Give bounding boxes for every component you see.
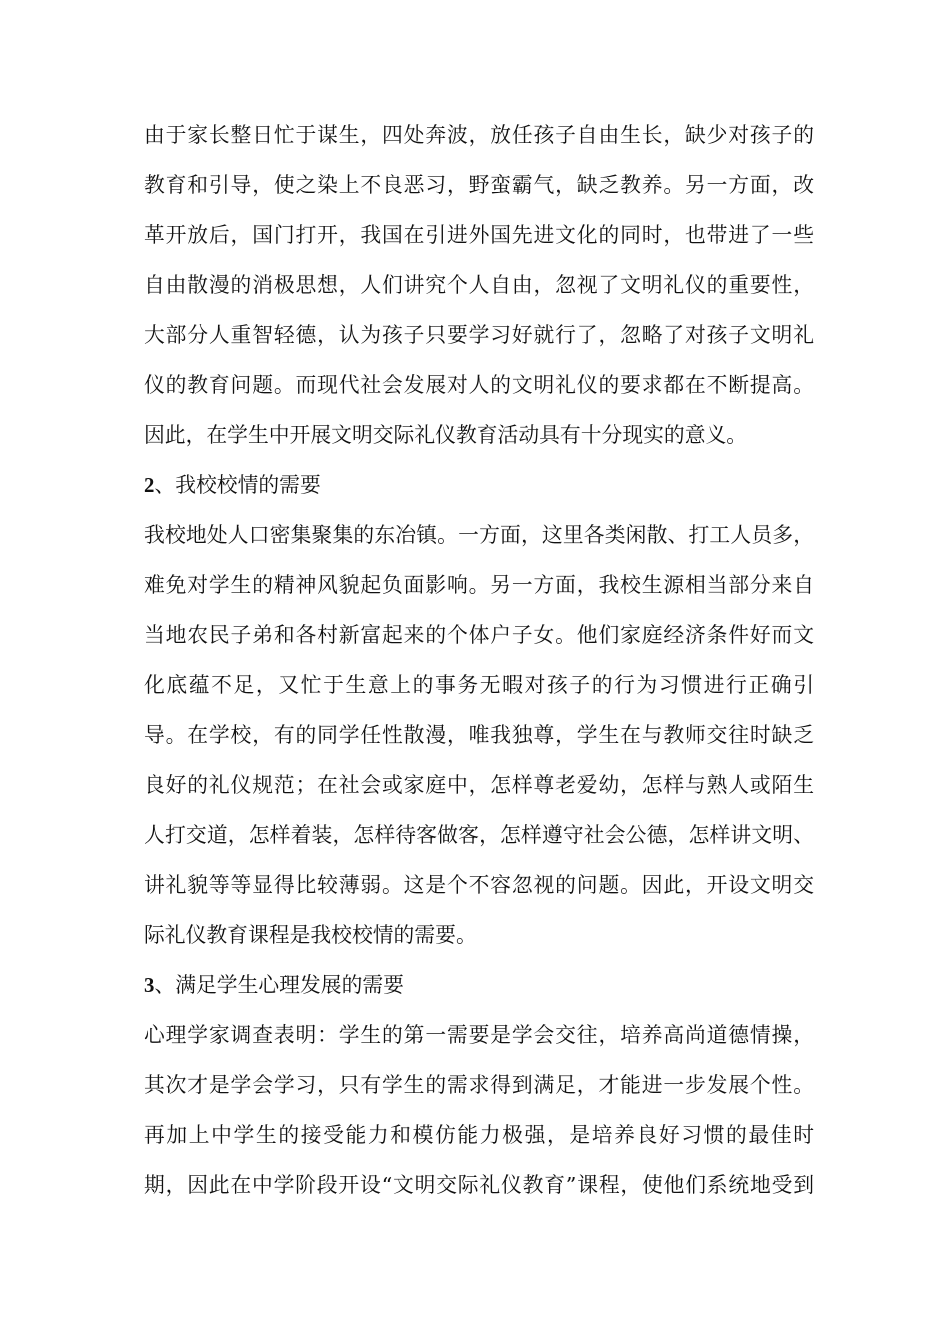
paragraph-line: 大部分人重智轻德，认为孩子只要学习好就行了，忽略了对孩子文明礼 [144, 323, 814, 347]
paragraph-line: 再加上中学生的接受能力和模仿能力极强，是培养良好习惯的最佳时 [144, 1123, 814, 1147]
paragraph-line: 期，因此在中学阶段开设“文明交际礼仪教育”课程，使他们系统地受到 [144, 1173, 814, 1197]
paragraph-line: 革开放后，国门打开，我国在引进外国先进文化的同时，也带进了一些 [144, 223, 814, 247]
section-title: 、满足学生心理发展的需要 [154, 973, 404, 997]
paragraph-line: 际礼仪教育课程是我校校情的需要。 [144, 923, 477, 947]
section-heading-3 [144, 968, 544, 1002]
paragraph-line: 人打交道，怎样着装，怎样待客做客，怎样遵守社会公德，怎样讲文明、 [144, 823, 814, 847]
section-heading-2 [144, 468, 544, 502]
section-number: 3 [144, 974, 155, 997]
paragraph-line: 良好的礼仪规范；在社会或家庭中，怎样尊老爱幼，怎样与熟人或陌生 [144, 773, 814, 797]
paragraph-line: 我校地处人口密集聚集的东冶镇。一方面，这里各类闲散、打工人员多， [144, 523, 814, 547]
paragraph-line: 仪的教育问题。而现代社会发展对人的文明礼仪的要求都在不断提高。 [144, 373, 814, 397]
section-title: 、我校校情的需要 [154, 473, 321, 497]
paragraph-line: 导。在学校，有的同学任性散漫，唯我独尊，学生在与教师交往时缺乏 [144, 723, 814, 747]
paragraph-line: 自由散漫的消极思想，人们讲究个人自由，忽视了文明礼仪的重要性， [144, 273, 814, 297]
section-number: 2 [144, 474, 155, 497]
paragraph-line: 教育和引导，使之染上不良恶习，野蛮霸气，缺乏教养。另一方面，改 [144, 173, 814, 197]
paragraph-line: 心理学家调查表明：学生的第一需要是学会交往，培养高尚道德情操， [144, 1023, 814, 1047]
paragraph-line: 其次才是学会学习，只有学生的需求得到满足，才能进一步发展个性。 [144, 1073, 814, 1097]
paragraph-line: 化底蕴不足，又忙于生意上的事务无暇对孩子的行为习惯进行正确引 [144, 673, 814, 697]
paragraph-line: 因此，在学生中开展文明交际礼仪教育活动具有十分现实的意义。 [144, 423, 748, 447]
paragraph-line: 讲礼貌等等显得比较薄弱。这是个不容忽视的问题。因此，开设文明交 [144, 873, 814, 897]
paragraph-line: 由于家长整日忙于谋生，四处奔波，放任孩子自由生长，缺少对孩子的 [144, 123, 814, 147]
paragraph-line: 难免对学生的精神风貌起负面影响。另一方面，我校生源相当部分来自 [144, 573, 814, 597]
paragraph-line: 当地农民子弟和各村新富起来的个体户子女。他们家庭经济条件好而文 [144, 623, 814, 647]
